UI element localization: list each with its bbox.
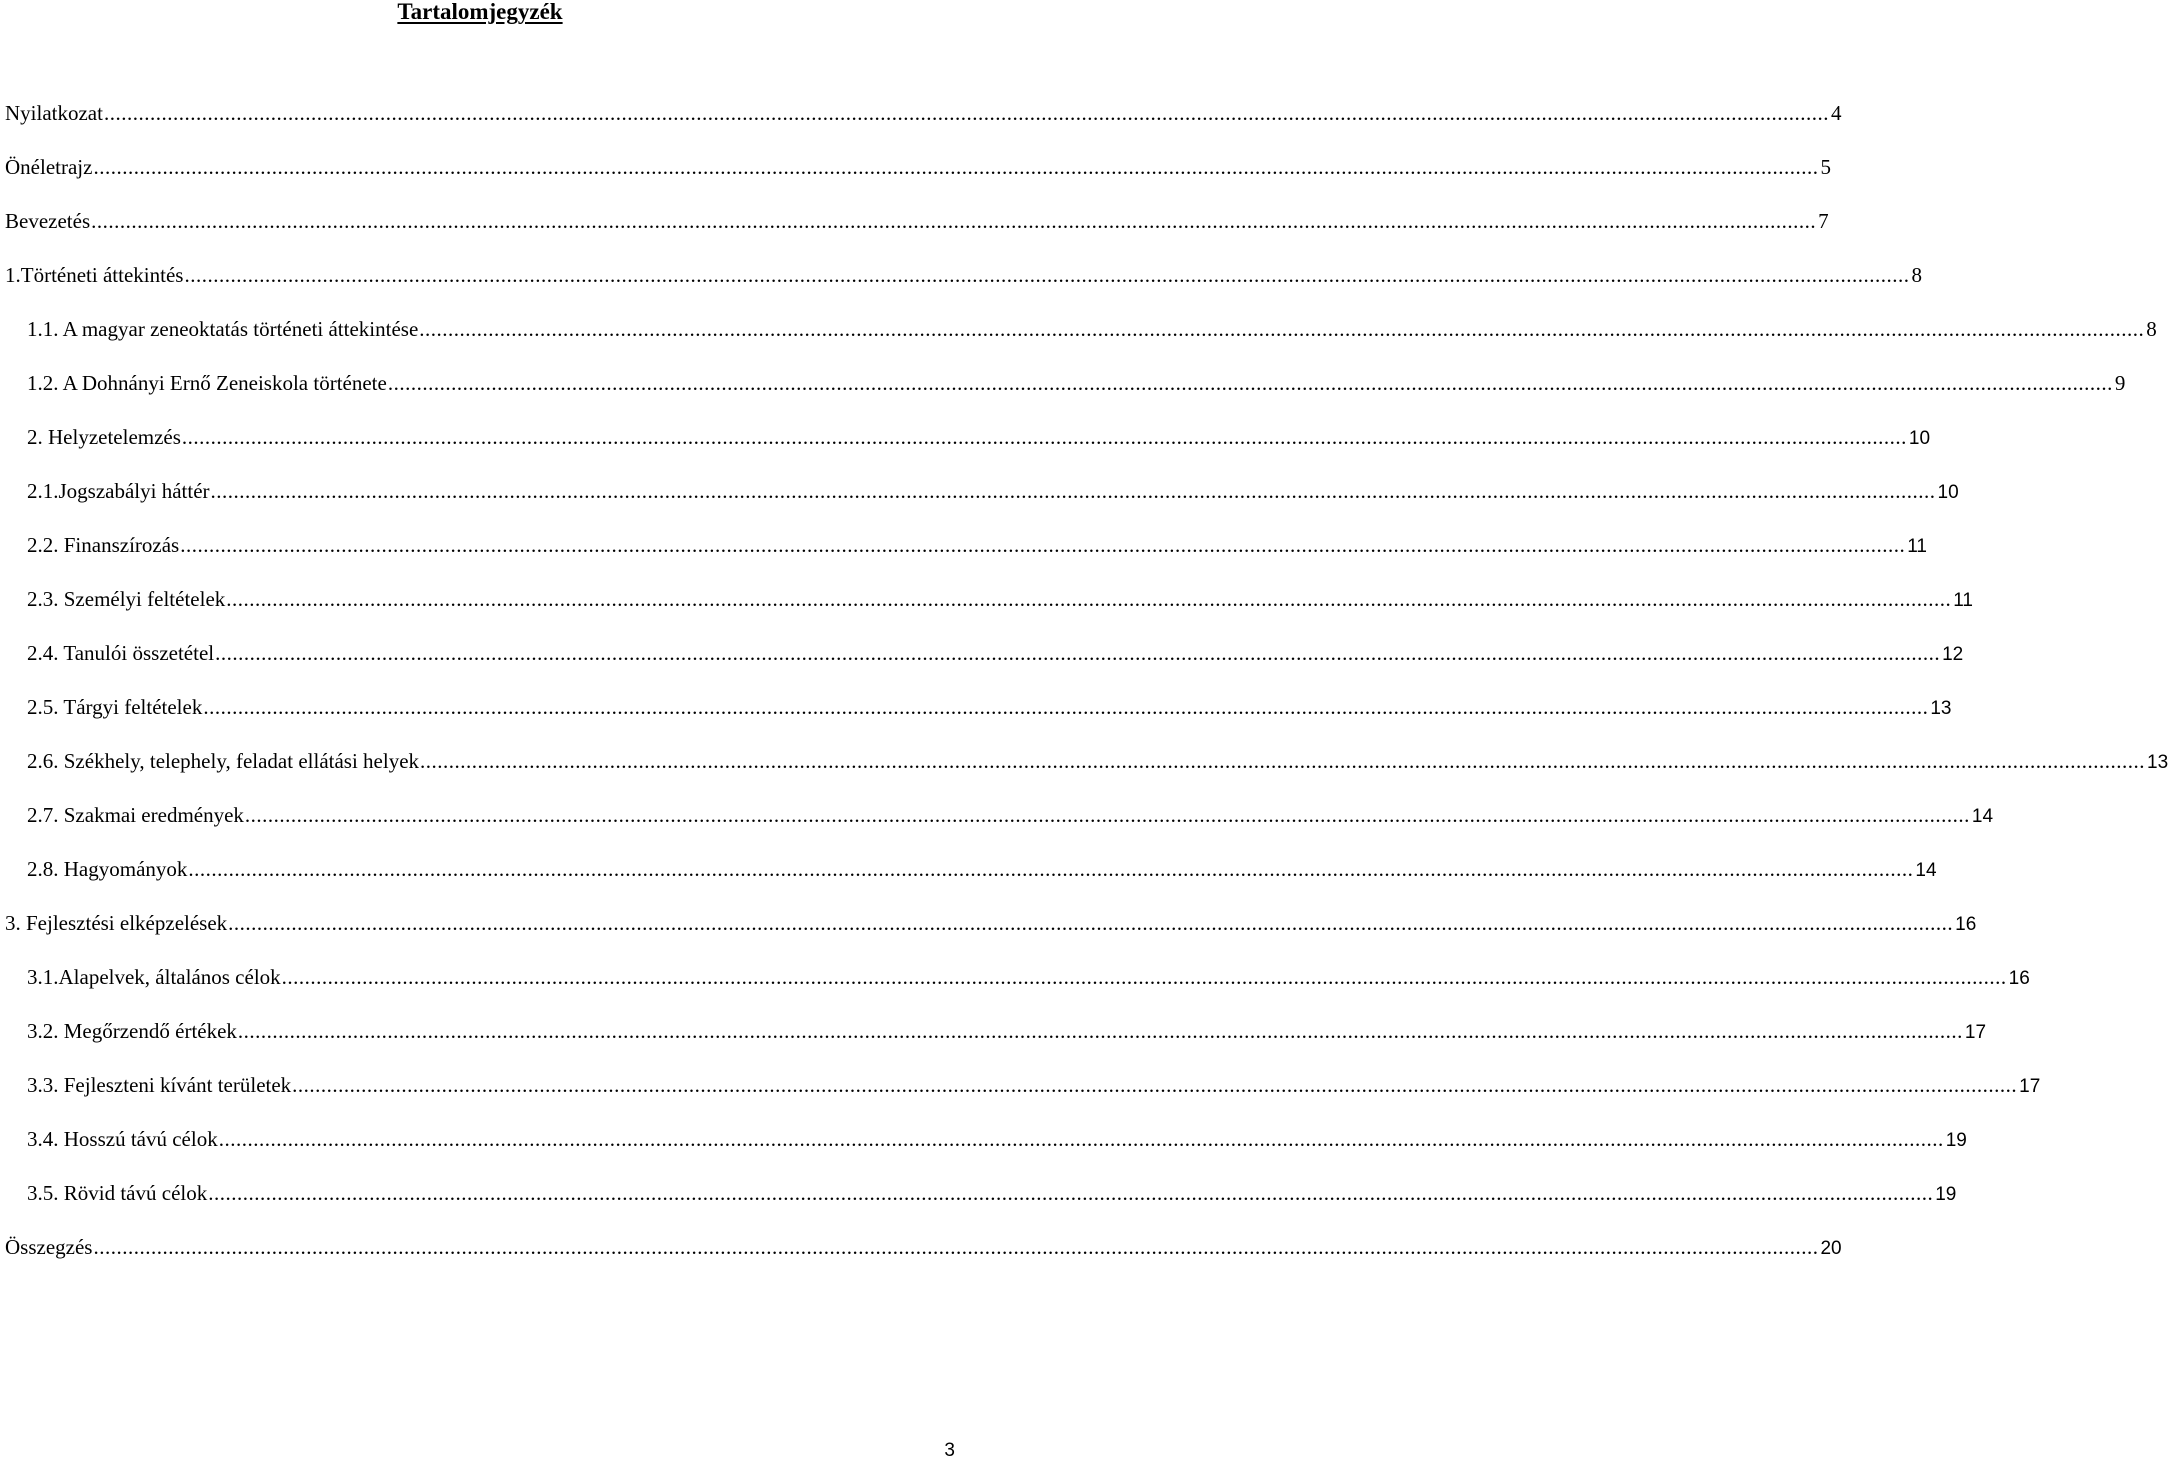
toc-entry-label: 2.7. Szakmai eredmények (27, 803, 244, 827)
toc-entry-page: 17 (2019, 1076, 2041, 1097)
toc-entry-page: 11 (1907, 536, 1927, 557)
toc-entry-label: 2.3. Személyi feltételek (27, 587, 226, 611)
toc-dot-leader: ............................................................................................................................................................................................................................................................................................................ (180, 533, 1906, 557)
toc-entry-page: 13 (2147, 752, 2168, 773)
toc-entry-page: 17 (1964, 1022, 1987, 1043)
toc-entry-label: 2.5. Tárgyi feltételek (27, 695, 203, 719)
toc-entry-label: 1.2. A Dohnányi Ernő Zeneiskola története (27, 371, 387, 395)
toc-entry-nyilatkozat[interactable] (5, 100, 1842, 126)
toc-entry-torteneti-attekintes[interactable] (5, 262, 1922, 288)
toc-entry-page: 14 (1971, 806, 1994, 827)
toc-dot-leader: ............................................................................................................................................................................................................................................................................................................ (419, 317, 2145, 341)
document-title: Tartalomjegyzék (397, 0, 563, 24)
toc-dot-leader: ............................................................................................................................................................................................................................................................................................................ (181, 425, 1907, 449)
toc-entry-label: 1.Történeti áttekintés (5, 263, 184, 287)
toc-dot-leader: ............................................................................................................................................................................................................................................................................................................ (203, 695, 1929, 719)
toc-entry-label: 2.6. Székhely, telephely, feladat ellátási helyek (27, 749, 420, 773)
toc-entry-2[interactable] (27, 424, 1931, 452)
toc-dot-leader: ............................................................................................................................................................................................................................................................................................................ (208, 1181, 1934, 1205)
toc-dot-leader: ............................................................................................................................................................................................................................................................................................................ (184, 263, 1910, 287)
toc-dot-leader: ............................................................................................................................................................................................................................................................................................................ (210, 479, 1936, 503)
toc-entry-label: 3. Fejlesztési elképzelések (5, 911, 228, 935)
toc-dot-leader: ............................................................................................................................................................................................................................................................................................................ (420, 749, 2146, 773)
toc-entry-3[interactable] (5, 910, 1977, 938)
toc-entry-2-5[interactable] (27, 694, 1952, 722)
toc-entry-3-3[interactable] (27, 1072, 2041, 1100)
toc-dot-leader: ............................................................................................................................................................................................................................................................................................................ (93, 155, 1819, 179)
toc-entry-label: Összegzés (5, 1235, 93, 1259)
toc-dot-leader: ............................................................................................................................................................................................................................................................................................................ (292, 1073, 2018, 1097)
toc-entry-page: 11 (1953, 590, 1973, 611)
toc-dot-leader: ............................................................................................................................................................................................................................................................................................................ (237, 1019, 1963, 1043)
page-number: 3 (944, 1440, 955, 1461)
toc-entry-page: 13 (1930, 698, 1952, 719)
toc-dot-leader: ............................................................................................................................................................................................................................................................................................................ (218, 1127, 1944, 1151)
toc-entry-3-1[interactable] (27, 964, 2030, 992)
toc-dot-leader: ............................................................................................................................................................................................................................................................................................................ (228, 911, 1954, 935)
toc-entry-page: 10 (1908, 428, 1931, 449)
toc-entry-osszegzes[interactable] (5, 1234, 1842, 1262)
toc-entry-label: 2.1.Jogszabályi háttér (27, 479, 210, 503)
toc-entry-label: Önéletrajz (5, 155, 93, 179)
toc-entry-page: 10 (1937, 482, 1959, 503)
toc-entry-2-3[interactable] (27, 586, 1973, 614)
toc-dot-leader: ............................................................................................................................................................................................................................................................................................................ (226, 587, 1952, 611)
toc-entry-2-6[interactable] (27, 748, 2168, 776)
toc-entry-page: 8 (1911, 263, 1922, 287)
toc-entry-label: 3.5. Rövid távú célok (27, 1181, 208, 1205)
toc-entry-page: 5 (1820, 155, 1831, 179)
toc-entry-label: 2.2. Finanszírozás (27, 533, 180, 557)
toc-entry-3-5[interactable] (27, 1180, 1957, 1208)
toc-entry-2-7[interactable] (27, 802, 1994, 830)
toc-entry-bevezetes[interactable] (5, 208, 1829, 234)
toc-entry-page: 16 (2008, 968, 2030, 989)
toc-entry-label: 2. Helyzetelemzés (27, 425, 181, 449)
toc-dot-leader: ............................................................................................................................................................................................................................................................................................................ (387, 371, 2113, 395)
toc-entry-2-2[interactable] (27, 532, 1927, 560)
toc-entry-page: 8 (2146, 317, 2157, 341)
toc-entry-1-2[interactable] (27, 370, 2126, 396)
toc-entry-label: 3.3. Fejleszteni kívánt területek (27, 1073, 292, 1097)
toc-entry-label: 3.4. Hosszú távú célok (27, 1127, 218, 1151)
toc-entry-page: 4 (1830, 101, 1842, 125)
toc-entry-1-1[interactable] (27, 316, 2157, 342)
toc-entry-label: Nyilatkozat (5, 101, 103, 125)
toc-entry-oneletrajz[interactable] (5, 154, 1831, 180)
toc-entry-2-1[interactable] (27, 478, 1959, 506)
toc-entry-3-2[interactable] (27, 1018, 1987, 1046)
toc-dot-leader: ............................................................................................................................................................................................................................................................................................................ (93, 1235, 1819, 1259)
toc-entry-label: 2.8. Hagyományok (27, 857, 188, 881)
toc-entry-label: 1.1. A magyar zeneoktatás történeti áttekintése (27, 317, 419, 341)
toc-dot-leader: ............................................................................................................................................................................................................................................................................................................ (215, 641, 1941, 665)
toc-dot-leader: ............................................................................................................................................................................................................................................................................................................ (188, 857, 1914, 881)
toc-entry-label: 3.2. Megőrzendő értékek (27, 1019, 237, 1043)
toc-dot-leader: ............................................................................................................................................................................................................................................................................................................ (281, 965, 2007, 989)
toc-entry-page: 19 (1935, 1184, 1957, 1205)
toc-entry-label: 3.1.Alapelvek, általános célok (27, 965, 281, 989)
toc-entry-label: 2.4. Tanulói összetétel (27, 641, 215, 665)
toc-entry-2-8[interactable] (27, 856, 1937, 884)
toc-entry-page: 7 (1818, 209, 1829, 233)
toc-entry-page: 14 (1915, 860, 1937, 881)
toc-dot-leader: ............................................................................................................................................................................................................................................................................................................ (244, 803, 1970, 827)
toc-entry-label: Bevezetés (5, 209, 91, 233)
toc-entry-2-4[interactable] (27, 640, 1964, 668)
toc-dot-leader: ............................................................................................................................................................................................................................................................................................................ (103, 101, 1829, 125)
toc-entry-page: 19 (1945, 1130, 1967, 1151)
toc-entry-3-4[interactable] (27, 1126, 1967, 1154)
toc-dot-leader: ............................................................................................................................................................................................................................................................................................................ (91, 209, 1817, 233)
toc-entry-page: 16 (1955, 914, 1977, 935)
toc-entry-page: 9 (2114, 371, 2126, 395)
toc-entry-page: 12 (1942, 644, 1964, 665)
toc-entry-page: 20 (1820, 1238, 1842, 1259)
